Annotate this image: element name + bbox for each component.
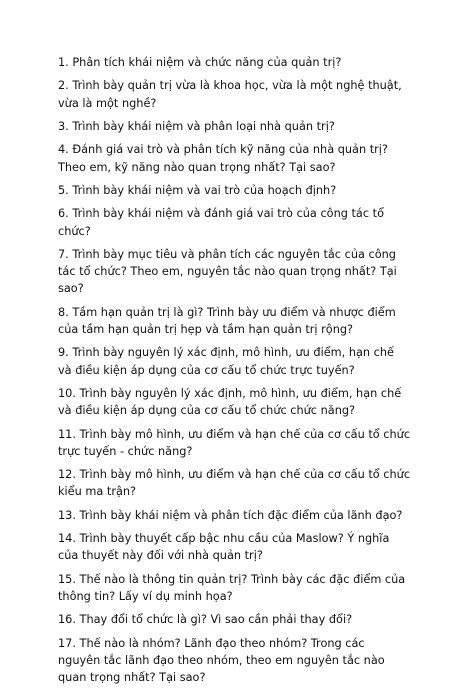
question-text-line: thông tin? Lấy ví dụ minh họa? xyxy=(58,589,233,603)
question-text-line: 3. Trình bày khái niệm và phân loại nhà quản trị? xyxy=(58,119,335,133)
question-text-line: vừa là một nghề? xyxy=(58,96,157,110)
question-text-line: chức? xyxy=(58,224,91,238)
question-list xyxy=(58,54,428,692)
question-text-line: 13. Trình bày khái niệm và phân tích đặc điểm của lãnh đạo? xyxy=(58,508,403,522)
question-text-line: của thuyết này đối với nhà quản trị? xyxy=(58,549,263,563)
question-text-line: 2. Trình bày quản trị vừa là khoa học, vừa là một nghệ thuật, xyxy=(58,79,402,93)
question-item xyxy=(58,205,428,239)
question-item xyxy=(58,141,428,175)
question-item xyxy=(58,466,428,500)
question-item xyxy=(58,426,428,460)
question-text-line: 16. Thay đổi tổ chức là gì? Vì sao cần phải thay đổi? xyxy=(58,613,353,627)
question-text-line: 7. Trình bày mục tiêu và phân tích các nguyên tắc của công xyxy=(58,247,396,261)
question-text-line: sao? xyxy=(58,282,84,296)
question-text-line: và điều kiện áp dụng của cơ cấu tổ chức trực tuyến? xyxy=(58,363,355,377)
question-item xyxy=(58,344,428,378)
question-text-line: 15. Thế nào là thông tin quản trị? Trình bày các đặc điểm của xyxy=(58,572,406,586)
question-text-line: 11. Trình bày mô hình, ưu điểm và hạn chế của cơ cấu tổ chức xyxy=(58,427,411,441)
question-item xyxy=(58,54,428,71)
question-item xyxy=(58,385,428,419)
question-item xyxy=(58,635,428,687)
question-item xyxy=(58,611,428,628)
question-text-line: 1. Phân tích khái niệm và chức năng của quản trị? xyxy=(58,56,342,69)
question-item xyxy=(58,182,428,199)
question-text-line: 17. Thế nào là nhóm? Lãnh đạo theo nhóm? Trong các xyxy=(58,636,365,650)
question-text-line: 6. Trình bày khái niệm và đánh giá vai trò của công tác tổ xyxy=(58,207,384,221)
question-text-line: 4. Đánh giá vai trò và phân tích kỹ năng của nhà quản trị? xyxy=(58,143,388,157)
question-text-line: trực tuyến - chức năng? xyxy=(58,444,193,458)
question-text-line: kiểu ma trận? xyxy=(58,485,137,499)
question-text-line: 14. Trình bày thuyết cấp bậc nhu cầu của Maslow? Ý nghĩa xyxy=(58,532,390,546)
question-item xyxy=(58,77,428,111)
question-text-line: Theo em, kỹ năng nào quan trọng nhất? Tại sao? xyxy=(58,160,336,174)
question-text-line: 9. Trình bày nguyên lý xác định, mô hình, ưu điểm, hạn chế xyxy=(58,346,395,360)
question-item xyxy=(58,571,428,605)
question-item xyxy=(58,118,428,135)
question-text-line: 5. Trình bày khái niệm và vai trò của hoạch định? xyxy=(58,183,337,197)
question-text-line: của tầm hạn quản trị hẹp và tầm hạn quản trị rộng? xyxy=(58,322,354,336)
question-text-line: nguyên tắc lãnh đạo theo nhóm, theo em nguyên tắc nào xyxy=(58,653,385,667)
question-item xyxy=(58,530,428,564)
question-text-line: và điều kiện áp dụng của cơ cấu tổ chức chức năng? xyxy=(58,404,356,418)
question-text-line: 10. Trình bày nguyên lý xác định, mô hình, ưu điểm, hạn chế xyxy=(58,386,402,400)
question-text-line: 8. Tầm hạn quản trị là gì? Trình bày ưu điểm và nhược điểm xyxy=(58,305,396,319)
question-text-line: tác tổ chức? Theo em, nguyên tắc nào quan trọng nhất? Tại xyxy=(58,265,397,279)
question-text-line: 12. Trình bày mô hình, ưu điểm và hạn chế của cơ cấu tổ chức xyxy=(58,468,411,482)
question-item xyxy=(58,246,428,298)
question-item xyxy=(58,304,428,338)
question-item xyxy=(58,507,428,524)
question-text-line: quan trọng nhất? Tại sao? xyxy=(58,671,206,685)
